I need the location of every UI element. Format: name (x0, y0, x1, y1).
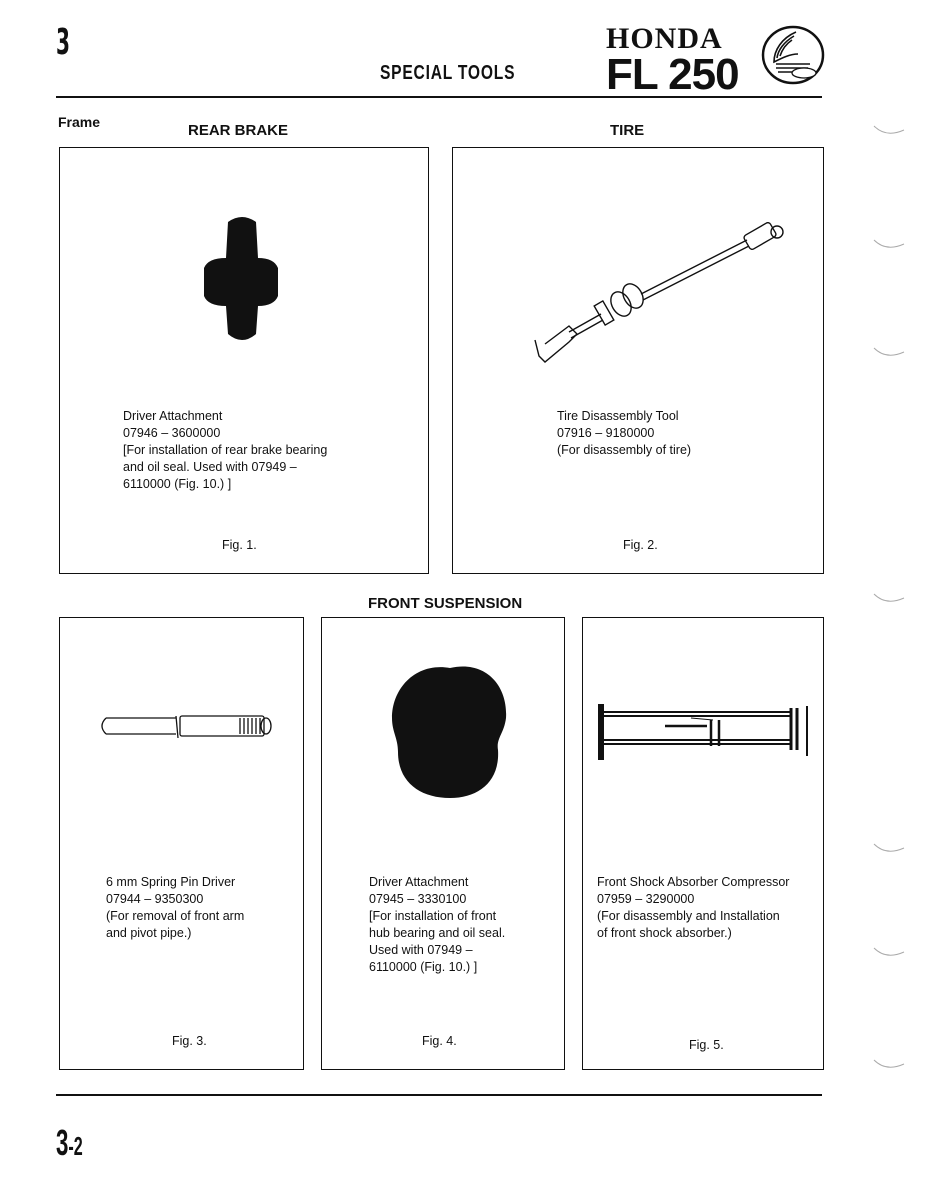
subsection-label: Frame (58, 114, 101, 130)
usage-line: [For installation of rear brake bearing (123, 443, 328, 457)
footer-rule (56, 1094, 822, 1096)
figure-label-2: Fig. 2. (623, 538, 658, 552)
usage-line: [For installation of front (369, 909, 497, 923)
usage-line: (For removal of front arm (106, 909, 245, 923)
binding-mark-icon (872, 236, 908, 252)
part-number: 07959 – 3290000 (597, 892, 695, 906)
binding-mark-icon (872, 122, 908, 138)
brand-name: HONDA (606, 22, 723, 55)
binding-mark-icon (872, 344, 908, 360)
wing-icon (774, 32, 810, 72)
spring-pin-driver-illustration (96, 714, 276, 740)
section-title: SPECIAL TOOLS (380, 62, 516, 84)
figure-caption-3 (106, 874, 244, 942)
binding-mark-icon (872, 944, 908, 960)
part-number: 07946 – 3600000 (123, 426, 221, 440)
binding-mark-icon (872, 840, 908, 856)
figure-caption-1 (123, 408, 327, 493)
figure-box-1 (59, 147, 429, 574)
usage-line: of front shock absorber.) (597, 926, 732, 940)
tool-name: Driver Attachment (123, 409, 223, 423)
usage-line: (For disassembly and Installation (597, 909, 780, 923)
usage-line: Used with 07949 – (369, 943, 473, 957)
heading-tire: TIRE (610, 122, 645, 139)
figure-label-4: Fig. 4. (422, 1034, 457, 1048)
page-number (56, 1122, 83, 1164)
usage-line: hub bearing and oil seal. (369, 926, 506, 940)
usage-line: and pivot pipe.) (106, 926, 192, 940)
driver-attachment-illustration (198, 214, 298, 344)
model-name: FL 250 (606, 50, 739, 99)
figure-box-3 (59, 617, 304, 1070)
header-rule (56, 96, 822, 98)
shock-absorber-compressor-illustration (595, 698, 815, 766)
tool-name: 6 mm Spring Pin Driver (106, 875, 236, 889)
honda-wing-logo (760, 24, 826, 86)
driver-attachment-illustration (388, 664, 512, 800)
figure-label-5: Fig. 5. (689, 1038, 724, 1052)
tool-name: Tire Disassembly Tool (557, 409, 679, 423)
binding-mark-icon (872, 590, 908, 606)
badge-oval-icon (792, 68, 816, 78)
part-number: 07916 – 9180000 (557, 426, 655, 440)
part-number: 07944 – 9350300 (106, 892, 204, 906)
figure-label-3: Fig. 3. (172, 1034, 207, 1048)
figure-caption-2 (557, 408, 691, 459)
figure-caption-4 (369, 874, 505, 976)
tire-disassembly-tool-illustration (525, 222, 795, 372)
figure-box-5 (582, 617, 824, 1070)
figure-label-1: Fig. 1. (222, 538, 257, 552)
figure-caption-5 (597, 874, 789, 942)
usage-line: 6110000 (Fig. 10.) ] (369, 960, 478, 974)
tool-name: Driver Attachment (369, 875, 469, 889)
heading-rear-brake: REAR BRAKE (188, 122, 289, 139)
part-number: 07945 – 3330100 (369, 892, 467, 906)
chapter-number: 3 (56, 22, 70, 63)
figure-box-2 (452, 147, 824, 574)
heading-front-suspension: FRONT SUSPENSION (368, 595, 523, 612)
figure-box-4 (321, 617, 565, 1070)
usage-line: (For disassembly of tire) (557, 443, 692, 457)
binding-mark-icon (872, 1056, 908, 1072)
page-sub: -2 (68, 1131, 83, 1161)
tool-name: Front Shock Absorber Compressor (597, 875, 790, 889)
page-chapter: 3 (56, 1122, 69, 1163)
usage-line: 6110000 (Fig. 10.) ] (123, 477, 232, 491)
usage-line: and oil seal. Used with 07949 – (123, 460, 297, 474)
